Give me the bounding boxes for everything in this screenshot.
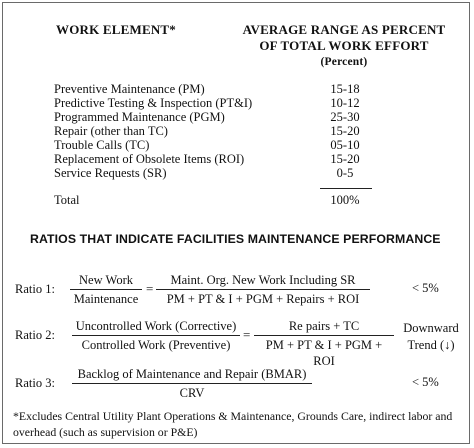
ratio-1-fraction-left xyxy=(70,272,142,307)
fraction-bar xyxy=(72,335,240,336)
work-element-name: Repair (other than TC) xyxy=(54,124,168,138)
work-element-name: Programmed Maintenance (PGM) xyxy=(54,110,225,124)
total-rule xyxy=(320,188,372,189)
ratio-1-denominator: Maintenance xyxy=(73,292,139,306)
ratio-3-label: Ratio 3: xyxy=(15,376,55,390)
ratio-1-numerator: New Work xyxy=(79,273,133,287)
ratio-3-numerator: Backlog of Maintenance and Repair (BMAR) xyxy=(77,367,307,381)
header-line-3: (Percent) xyxy=(320,56,368,68)
work-element-name: Replacement of Obsolete Items (ROI) xyxy=(54,152,245,166)
ratio-2-numerator-detail: Re pairs + TC xyxy=(288,319,360,333)
ratio-2-label: Ratio 2: xyxy=(15,328,55,342)
ratio-1-target: < 5% xyxy=(412,281,439,295)
fraction-bar xyxy=(156,289,370,290)
work-element-range: 15-18 xyxy=(330,82,360,96)
ratio-2-fraction-left xyxy=(72,318,240,353)
work-element-name: Predictive Testing & Inspection (PT&I) xyxy=(54,96,253,110)
work-element-range: 0-5 xyxy=(336,166,354,180)
equals-sign: = xyxy=(146,281,154,296)
average-range-header xyxy=(232,22,456,70)
ratio-1-label: Ratio 1: xyxy=(15,282,55,296)
ratio-2-target xyxy=(398,320,464,354)
work-element-range: 25-30 xyxy=(330,110,360,124)
total-label: Total xyxy=(54,193,80,207)
fraction-bar xyxy=(72,383,312,384)
ratio-3-target: < 5% xyxy=(412,375,439,389)
ratio-1-numerator-detail: Maint. Org. New Work Including SR xyxy=(170,273,356,287)
header-line-2: OF TOTAL WORK EFFORT xyxy=(259,38,429,53)
ratio-3-fraction xyxy=(72,366,312,401)
header-line-1: AVERAGE RANGE AS PERCENT xyxy=(242,22,446,37)
ratio-1-fraction-right xyxy=(156,272,370,307)
ratio-1-denominator-detail: PM + PT & I + PGM + Repairs + ROI xyxy=(166,292,360,306)
total-value: 100% xyxy=(330,193,360,207)
ratio-2-numerator: Uncontrolled Work (Corrective) xyxy=(75,319,237,333)
work-element-name: Preventive Maintenance (PM) xyxy=(54,82,205,96)
ratios-title: RATIOS THAT INDICATE FACILITIES MAINTENANCE PERFORMANCE xyxy=(30,232,441,246)
work-element-name: Service Requests (SR) xyxy=(54,166,167,180)
ratio-2-denominator: Controlled Work (Preventive) xyxy=(81,338,231,352)
ratio-2-fraction-right xyxy=(254,318,394,369)
work-element-range: 15-20 xyxy=(330,124,360,138)
ratio-2-target-line-1: Downward xyxy=(403,321,459,335)
fraction-bar xyxy=(254,335,394,336)
ratio-3-denominator: CRV xyxy=(179,386,205,400)
work-element-header: WORK ELEMENT* xyxy=(56,22,176,37)
work-element-range: 10-12 xyxy=(330,96,360,110)
fraction-bar xyxy=(70,289,142,290)
ratio-2-target-line-2: Trend (↓) xyxy=(407,338,455,352)
work-element-name: Trouble Calls (TC) xyxy=(54,138,150,152)
equals-sign: = xyxy=(243,327,251,342)
ratio-2-denominator-detail: PM + PT & I + PGM + ROI xyxy=(265,338,383,368)
footnote: *Excludes Central Utility Plant Operations & Maintenance, Grounds Care, indirect labor and overhead (such as supervision or P&E) xyxy=(13,409,453,439)
work-element-range: 05-10 xyxy=(330,138,360,152)
work-element-range: 15-20 xyxy=(330,152,360,166)
